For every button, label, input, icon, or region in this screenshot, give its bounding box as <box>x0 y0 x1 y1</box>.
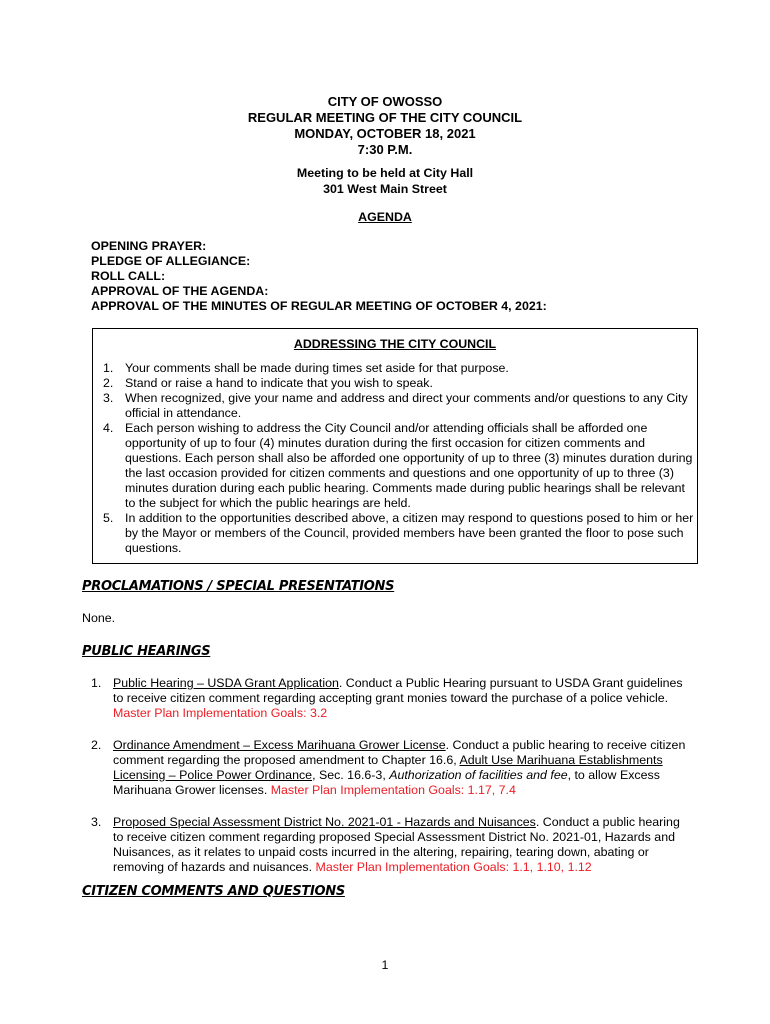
city-name: CITY OF OWOSSO <box>327 94 443 109</box>
agenda-label: AGENDA <box>358 210 412 224</box>
hearing-item-text: , Sec. 16.6-3, <box>312 768 390 782</box>
hearing-item-text: . Conduct a public hearing to receive citizen comment regarding proposed Special Assessment District No. 2021-01, Hazards and Nuisances, as it relates to unpaid costs incurred in the altering, repairing, tearing down, abating or removing of hazards and nuisances. <box>113 815 680 874</box>
approval-of-minutes: APPROVAL OF THE MINUTES OF REGULAR MEETING OF OCTOBER 4, 2021: <box>91 299 547 313</box>
meeting-date: MONDAY, OCTOBER 18, 2021 <box>294 126 476 141</box>
hearing-item-assessment <box>91 815 691 875</box>
hearing-item-number: 3. <box>91 815 102 829</box>
public-hearings-heading: PUBLIC HEARINGS <box>82 644 211 659</box>
hearing-item-title: Public Hearing – USDA Grant Application <box>113 676 339 690</box>
page-number: 1 <box>381 958 389 972</box>
meeting-location <box>0 165 770 197</box>
hearing-item-title: Proposed Special Assessment District No. 2021-01 - Hazards and Nuisances <box>113 815 536 829</box>
hearing-item-number: 1. <box>91 676 102 690</box>
list-item <box>103 391 695 421</box>
list-item-text: Each person wishing to address the City Council and/or attending officials shall be afforded one opportunity of up to four (4) minutes duration during the first occasion for citizen comments and questions. Each person shall also be afforded one opportunity of up to three (3) minutes duration during the last occasion provided for citizen comments and questions and one opportunity of up to three (3) minutes duration during each public hearing. Comments made during public hearings shall be relevant to the subject for which the public hearings are held. <box>125 421 693 510</box>
proclamations-heading: PROCLAMATIONS / SPECIAL PRESENTATIONS <box>82 579 395 594</box>
location-line-1: Meeting to be held at City Hall <box>296 166 474 180</box>
addressing-council-box <box>92 328 698 564</box>
section-title: Authorization of facilities and fee <box>389 768 568 782</box>
addressing-council-list <box>103 361 695 556</box>
hearing-item-marihuana <box>91 738 691 798</box>
meeting-title: REGULAR MEETING OF THE CITY COUNCIL <box>247 110 523 125</box>
hearing-item-text: , to allow Excess Marihuana Grower licenses. <box>113 768 660 797</box>
hearing-item-usda <box>91 676 691 721</box>
list-item <box>103 361 695 376</box>
master-plan-goals: Master Plan Implementation Goals: 1.17, 7.4 <box>270 783 516 797</box>
master-plan-goals: Master Plan Implementation Goals: 3.2 <box>113 706 328 720</box>
hearing-item-text: . Conduct a public hearing to receive citizen comment regarding the proposed amendment to Chapter 16.6, <box>113 738 686 767</box>
list-item-text: In addition to the opportunities described above, a citizen may respond to questions posed to him or her by the Mayor or members of the Council, provided members have been granted the floor to pose such questions. <box>125 511 694 555</box>
list-item-number: 5. <box>103 511 114 525</box>
public-hearings-list <box>91 676 691 892</box>
list-item-text: When recognized, give your name and address and direct your comments and/or questions to any City official in attendance. <box>125 391 688 420</box>
list-item-number: 3. <box>103 391 114 405</box>
list-item-text: Your comments shall be made during times set aside for that purpose. <box>125 361 509 375</box>
opening-prayer: OPENING PRAYER: <box>91 239 207 253</box>
addressing-council-title: ADDRESSING THE CITY COUNCIL <box>293 337 497 351</box>
proclamations-body: None. <box>82 611 116 625</box>
list-item <box>103 421 695 511</box>
list-item <box>103 376 695 391</box>
approval-of-agenda: APPROVAL OF THE AGENDA: <box>91 284 269 298</box>
list-item-number: 4. <box>103 421 114 435</box>
hearing-item-text: . Conduct a Public Hearing pursuant to USDA Grant guidelines to receive citizen comment regarding accepting grant monies toward the purchase of a police vehicle. <box>113 676 683 705</box>
hearing-item-title: Ordinance Amendment – Excess Marihuana Grower License <box>113 738 446 752</box>
list-item-text: Stand or raise a hand to indicate that you wish to speak. <box>125 376 433 390</box>
ordinance-name: Adult Use Marihuana Establishments Licensing – Police Power Ordinance <box>113 753 663 782</box>
citizen-comments-heading: CITIZEN COMMENTS AND QUESTIONS <box>82 884 345 899</box>
meeting-header <box>0 94 770 158</box>
location-line-2: 301 West Main Street <box>323 182 447 196</box>
hearing-item-number: 2. <box>91 738 102 752</box>
opening-items <box>91 239 547 314</box>
roll-call: ROLL CALL: <box>91 269 166 283</box>
master-plan-goals: Master Plan Implementation Goals: 1.1, 1.10, 1.12 <box>315 860 592 874</box>
list-item-number: 1. <box>103 361 114 375</box>
list-item <box>103 511 695 556</box>
pledge-of-allegiance: PLEDGE OF ALLEGIANCE: <box>91 254 251 268</box>
meeting-time: 7:30 P.M. <box>357 142 413 157</box>
list-item-number: 2. <box>103 376 114 390</box>
agenda-heading <box>0 210 770 224</box>
